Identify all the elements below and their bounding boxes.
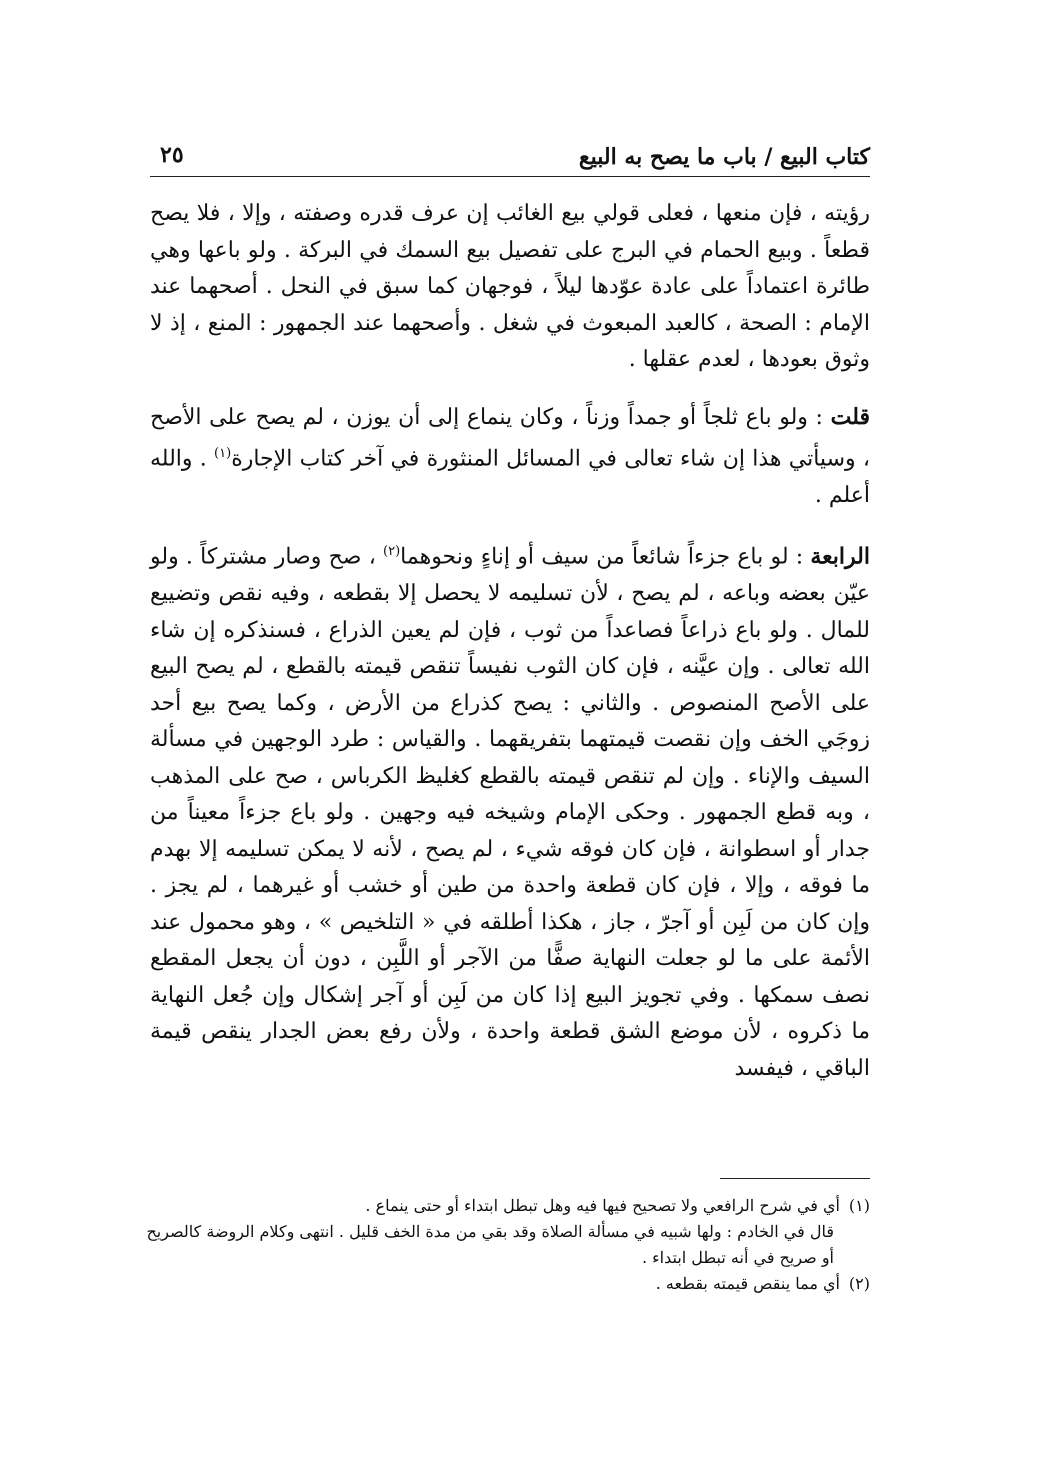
footnote-text: أي مما ينقص قيمته بقطعه . xyxy=(655,1274,840,1293)
paragraph-text: : ولو باع ثلجاً أو جمداً وزناً ، وكان ينماع إلى أن يوزن ، لم يصح على الأصح ، وسيأتي هذا إن شاء تعالى في المسائل المنثورة في آخر كتاب الإجارة xyxy=(150,404,870,472)
running-title: كتاب البيع / باب ما يصح به البيع xyxy=(578,144,870,170)
paragraph-lead-word: الرابعة xyxy=(810,543,870,570)
footnote-number: (٢) xyxy=(848,1274,870,1293)
page-number: ٢٥ xyxy=(160,142,184,168)
paragraph-text: ، صح وصار مشتركاً . ولو عيّن بعضه وباعه ، لم يصح ، لأن تسليمه لا يحصل إلا بقطعه ، وفيه نقص وتضييع للمال . ولو باع ذراعاً فصاعداً من ثوب ، فإن لم يعين الذراع ، فسنذكره إن شاء الله تعالى . وإن عيَّنه ، فإن كان الثوب نفيساً تنقص قيمته بالقطع ، لم يصح البيع على الأصح المنصوص . والثاني : يصح كذراع من الأرض ، وكما يصح بيع أحد زوجَي الخف وإن نقصت قيمتهما بتفريقهما . والقياس : طرد الوجهين في مسألة السيف والإناء . وإن لم تنقص قيمته بالقطع كغليظ الكرباس ، صح على المذهب ، وبه قطع الجمهور . وحكى الإمام وشيخه فيه وجهين . ولو باع جزءاً معيناً من جدار أو اسطوانة ، فإن كان فوقه شيء ، لم يصح ، لأنه لا يمكن تسليمه إلا بهدم ما فوقه ، وإلا ، فإن كان قطعة واحدة من طين أو خشب أو غيرهما ، لم يجز . وإن كان من لَبِن أو آجرّ ، جاز ، هكذا أطلقه في « التلخيص » ، وهو محمول عند الأئمة على ما لو جعلت النهاية صفًّا من الآجر أو اللَّبِن ، دون أن يجعل المقطع نصف سمكها . وفي تجويز البيع إذا كان من لَبِن أو آجر إشكال وإن جُعل النهاية ما ذكروه ، لأن موضع الشق قطعة واحدة ، ولأن رفع بعض الجدار ينقص قيمة الباقي ، فيفسد xyxy=(150,544,870,1081)
footnote-1-continuation: قال في الخادم : ولها شبيه في مسألة الصلاة وقد بقي من مدة الخف قليل . انتهى وكلام الروضة كالصريح أو صريح في أنه تبطل ابتداء . xyxy=(146,1222,834,1267)
footnote-ref-2: (٢) xyxy=(383,544,401,560)
paragraph-lead-word: قلت xyxy=(830,403,870,430)
paragraph-text: : لو باع جزءاً شائعاً من سيف أو إناءٍ ونحوهما xyxy=(400,544,811,570)
paragraph-3 xyxy=(150,534,870,1087)
footnote-2 xyxy=(140,1271,870,1297)
paragraph-text: . والله أعلم . xyxy=(150,446,870,508)
footnotes xyxy=(140,1193,870,1297)
paragraph-text: رؤيته ، فإن منعها ، فعلى قولي بيع الغائب إن عرف قدره وصفته ، وإلا ، فلا يصح قطعاً . وبيع الحمام في البرج على تفصيل بيع السمك في البركة . ولو باعها وهي طائرة اعتماداً على عادة عوّدها ليلاً ، فوجهان كما سبق في النحل . أصحهما عند الإمام : الصحة ، كالعبد المبعوث في شغل . وأصحهما عند الجمهور : المنع ، إذ لا وثوق بعودها ، لعدم عقلها . xyxy=(150,201,870,372)
paragraph-1 xyxy=(150,196,870,379)
footnote-divider xyxy=(720,1178,870,1179)
page-header xyxy=(150,140,870,177)
footnote-1 xyxy=(140,1193,870,1219)
footnote-text: أي في شرح الرافعي ولا تصحيح فيها فيه وهل تبطل ابتداء أو حتى ينماع . xyxy=(365,1196,840,1215)
main-text xyxy=(150,196,870,1107)
footnote-number: (١) xyxy=(848,1196,870,1215)
footnote-ref-1: (١) xyxy=(214,446,232,461)
paragraph-2 xyxy=(150,399,870,515)
